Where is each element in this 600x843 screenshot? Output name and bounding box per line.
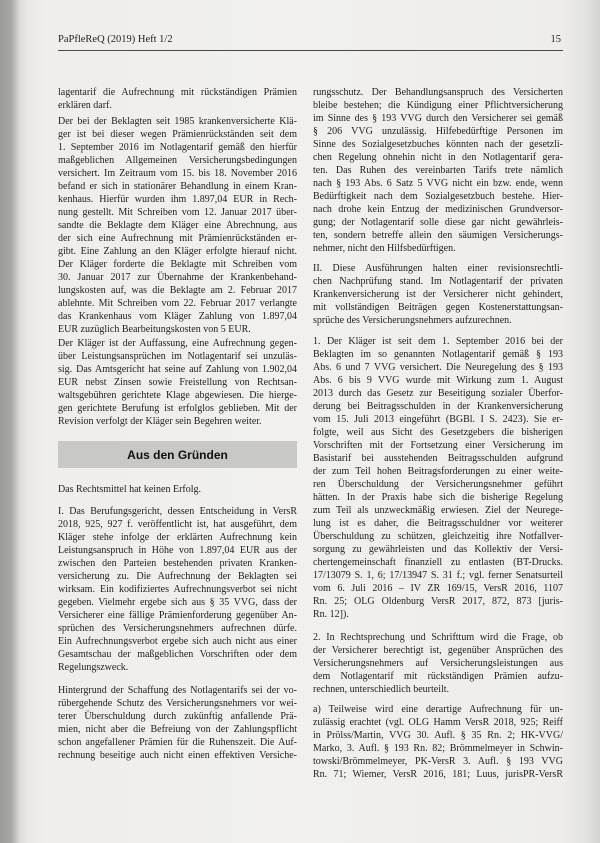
text-line: Überschuldung zu schützen, gleichzeitig ihre Notfallver- [313, 530, 563, 542]
text-line: nehmer, nicht den Hilfsbedürftigen. [313, 242, 456, 254]
text-line: Basistarif bei ausstehenden Beitragsschulden aufgrund [313, 452, 563, 464]
text-line: Ein Aufrechnungsverbot ergebe sich auch nicht aus einer [58, 635, 297, 647]
text-line: sig. Das Amtsgericht hat seine auf Zahlung von 1.902,04 [58, 363, 297, 375]
right-column [313, 0, 563, 843]
text-line: versichert. Im Zeitraum vom 15. bis 18. November 2016 [58, 167, 297, 179]
paragraph [58, 684, 297, 762]
text-line: Sinne des Sozialgesetzbuches könnten nach der gesetzli- [313, 138, 563, 150]
section-heading-box [58, 441, 297, 468]
text-line: sprüchen des Versicherungsnehmers aufrechnen dürfe. [58, 622, 297, 634]
paragraph [313, 703, 563, 781]
text-line: a) Teilweise wird eine derartige Aufrechnung für un- [313, 703, 563, 715]
text-line: nach § 193 Abs. 6 Satz 5 VVG nicht ein bzw. ende, wenn [313, 177, 563, 189]
text-line: gung; der Notlagentarif solle diese gar nicht gewährleis- [313, 216, 563, 228]
text-line: hätten. In der Praxis habe sich die bisherige Regelung [313, 491, 563, 503]
text-line: vom 15. Juli 2013 eingeführt (BGBl. I S. 2423). Sie er- [313, 413, 563, 425]
text-line: 2013 durch das Gesetz zur Beseitigung sozialer Überfor- [313, 387, 563, 399]
text-line: Versicherer eine fällige Prämienforderung gegenüber An- [58, 609, 297, 621]
text-line: II. Diese Ausführungen halten einer revisionsrechtli- [313, 262, 563, 274]
text-line: Revision verfolgt der Kläger sein Begehren weiter. [58, 415, 262, 427]
text-line: 30. Januar 2017 zur Übernahme der Krankenbehand- [58, 271, 297, 283]
section-heading: Aus den Gründen [127, 447, 228, 462]
text-line: zum Teil als unzweckmäßig erwiesen. Ziel der Neurege- [313, 504, 563, 516]
text-line: zulässig erachtet (vgl. OLG Hamm VersR 2018, 925; Reiff [313, 716, 563, 728]
text-line: sprüche des Versicherungsnehmers aufzurechnen. [313, 314, 512, 326]
text-line: Rn. 71; Wiemer, VersR 2016, 181; Luus, jurisPR-VersR [313, 768, 563, 780]
text-line: terer Überschuldung durch zukünftig anfallende Prä- [58, 710, 297, 722]
text-line: rungsschutz. Der Behandlungsanspruch des Versicherten [313, 86, 563, 98]
text-line: I. Das Berufungsgericht, dessen Entscheidung in VersR [58, 505, 297, 517]
text-line: ten, sondern betreffe allein den säumigen Versicherungs- [313, 229, 563, 241]
text-line: mien, nicht aber die Befreiung von der Zahlungspflicht [58, 723, 297, 735]
text-line: in Prölss/Martin, VVG 30. Aufl. § 35 Rn. 2; HK-VVG/ [313, 729, 563, 741]
text-line: rübergehende Schutz des Versicherungsnehmers vor wei- [58, 697, 297, 709]
text-line: versicherung zu. Die Aufrechnung der Beklagten sei [58, 570, 297, 582]
text-line: Regelungszweck. [58, 661, 129, 673]
running-header-journal: PaPfleReQ (2019) Heft 1/2 [58, 34, 173, 45]
text-line: der sich eine Aufrechnung mit Prämienrückständen er- [58, 232, 297, 244]
text-line: ablehnte. Mit Schreiben vom 22. Februar 2017 verlangte [58, 297, 297, 309]
text-line: Abs. 6 und 7 VVG versichert. Die Neuregelung des § 193 [313, 361, 563, 373]
text-line: Hintergrund der Schaffung des Notlagentarifs sei der vo- [58, 684, 297, 696]
text-line: chertengemeinschaft finanziell zu entlasten (BT-Drucks. [313, 556, 563, 568]
text-line: lung ist es daher, die Beitragsschuldner vor weiterer [313, 517, 563, 529]
text-line: der zum Teil hohen Beitragsforderungen zu einer weite- [313, 465, 563, 477]
text-line: Beklagten im so genannten Notlagentarif gemäß § 193 [313, 348, 563, 360]
text-line: mit vollständigen Beiträgen gegen Kostenerstattungsan- [313, 301, 563, 313]
text-line: Der bei der Beklagten seit 1985 krankenversicherte Klä- [58, 115, 297, 127]
paragraph [58, 483, 297, 496]
text-line: gegeben. Vielmehr ergebe sich aus § 35 VVG, dass der [58, 596, 297, 608]
text-line: 2. In Rechtsprechung und Schrifttum wird die Frage, ob [313, 631, 563, 643]
text-line: über Leistungsansprüchen im Notlagentarif sei unzuläs- [58, 350, 297, 362]
text-line: wirksam. Ein kodifiziertes Aufrechnungsverbot sei nicht [58, 583, 297, 595]
text-line: Versicherungsnehmers auf Versicherungsleistungen aus [313, 657, 563, 669]
text-line: kenhaus. Hierfür wurden ihm 1.897,04 EUR in Rech- [58, 193, 297, 205]
text-line: lagentarif die Aufrechnung mit rückständigen Prämien [58, 86, 297, 98]
text-line: folgte, weil aus Sicht des Gesetzgebers die bisherigen [313, 426, 563, 438]
page-number: 15 [550, 34, 561, 45]
text-line: 17/13079 S. 1, 6; 17/13947 S. 31 f.; vgl. ferner Senatsurteil [313, 569, 563, 581]
text-line: schon angefallener Prämien für die Ruhenszeit. Die Auf- [58, 736, 297, 748]
text-line: maßgeblichen Allgemeinen Versicherungsbedingungen [58, 154, 297, 166]
text-line: lungskosten auf, was die Beklagte am 2. Februar 2017 [58, 284, 297, 296]
text-line: Rn. 12]). [313, 608, 349, 620]
text-line: EUR zuzüglich Bearbeitungskosten von 5 EUR. [58, 323, 251, 335]
text-line: Gesamtschau der maßgeblichen Vorschriften oder dem [58, 648, 297, 660]
text-line: ren Überschuldung der Versicherungsnehmer geführt [313, 478, 563, 490]
text-line: ten. Das Ruhen des vereinbarten Tarifs trete nämlich [313, 164, 563, 176]
text-line: im Sinne des § 193 VVG durch den Versicherer sei gemäß [313, 112, 563, 124]
text-line: chen Nachprüfung stand. Im Notlagentarif der privaten [313, 275, 563, 287]
text-line: Leistungsanspruch in Höhe von 1.897,04 EUR aus der [58, 544, 297, 556]
text-line: 1. Der Kläger ist seit dem 1. September 2016 bei der [313, 335, 563, 347]
text-line: sorgung zu gewährleisten und das Kollektiv der Versi- [313, 543, 563, 555]
paragraph [313, 262, 563, 327]
text-line: zwischen den Parteien bestehenden privaten Kranken- [58, 557, 297, 569]
text-line: ger ist bei dieser wegen Prämienrückständen seit dem [58, 128, 297, 140]
paragraph [313, 335, 563, 621]
text-line: nach drohe kein Entzug der medizinischen Grundversor- [313, 203, 563, 215]
text-line: Der Kläger forderte die Beklagte mit Schreiben vom [58, 258, 297, 270]
paragraph [58, 86, 297, 112]
text-line: sandte die Beklagte dem Kläger eine Abrechnung, aus [58, 219, 297, 231]
text-line: Das Rechtsmittel hat keinen Erfolg. [58, 483, 202, 495]
text-line: EUR nebst Zinsen sowie Freistellung von Rechtsan- [58, 376, 297, 388]
text-line: Kläger stehe infolge der erklärten Aufrechnung kein [58, 531, 297, 543]
text-line: derung bei Beitragsschulden in der Krankenversicherung [313, 400, 563, 412]
paragraph [58, 337, 297, 428]
text-line: vom 6. Juli 2016 – IV ZR 169/15, VersR 2016, 1107 [313, 582, 563, 594]
text-line: das Krankenhaus vom Kläger Zahlung von 1.897,04 [58, 310, 297, 322]
text-line: Rn. 25; OLG Oldenburg VersR 2017, 872, 873 [juris- [313, 595, 563, 607]
text-line: Krankenversicherung ist der Versicherer nicht gehindert, [313, 288, 563, 300]
text-line: Bedürftigkeit nach dem Sozialgesetzbuch bestehe. Hier- [313, 190, 563, 202]
text-line: rechnen, unterschiedlich beurteilt. [313, 683, 450, 695]
paragraph [313, 631, 563, 696]
text-line: befand er sich in stationärer Behandlung in einem Kran- [58, 180, 297, 192]
text-line: gibt. Eine Zahlung an den Kläger erfolgte hierauf nicht. [58, 245, 297, 257]
text-line: Abs. 6 bis 9 VVG wurde mit Wirkung zum 1. August [313, 374, 563, 386]
text-line: Der Kläger ist der Auffassung, eine Aufrechnung gegen- [58, 337, 297, 349]
text-line: 2018, 925, 927 f. veröffentlicht ist, hat ausgeführt, dem [58, 518, 297, 530]
text-line: bleibe bestehen; die Kündigung einer Pflichtversicherung [313, 99, 563, 111]
paragraph [58, 505, 297, 674]
text-line: chen Regelung ohnehin nicht in den Notlagentarif gera- [313, 151, 563, 163]
text-line: gen gerichtete Berufung ist erfolglos geblieben. Mit der [58, 402, 297, 414]
text-line: der Versicherer berechtigt ist, gegenüber Ansprüchen des [313, 644, 563, 656]
paragraph [313, 86, 563, 255]
text-line: dem Notlagentarif mit rückständigen Prämien aufzu- [313, 670, 563, 682]
left-column [58, 0, 297, 843]
text-line: towski/Brömmelmeyer, PK-VersR 3. Aufl. § 193 VVG [313, 755, 563, 767]
text-line: erklären darf. [58, 99, 112, 111]
text-line: Vorschriften mit der Fortsetzung einer Versicherung im [313, 439, 563, 451]
text-line: Marko, 3. Aufl. § 193 Rn. 82; Brömmelmeyer in Schwin- [313, 742, 563, 754]
paragraph [58, 115, 297, 336]
text-line: nung gestellt. Mit Schreiben vom 12. Januar 2017 über- [58, 206, 297, 218]
text-line: 1. September 2016 im Notlagentarif gemäß den hierfür [58, 141, 297, 153]
text-line: § 206 VVG unzulässig. Hilfebedürftige Personen im [313, 125, 563, 137]
text-line: waltsgebühren gerichtete Klage abgewiesen. Die hierge- [58, 389, 297, 401]
text-line: rechnung beseitige auch nicht einen effektiven Versiche- [58, 749, 297, 761]
